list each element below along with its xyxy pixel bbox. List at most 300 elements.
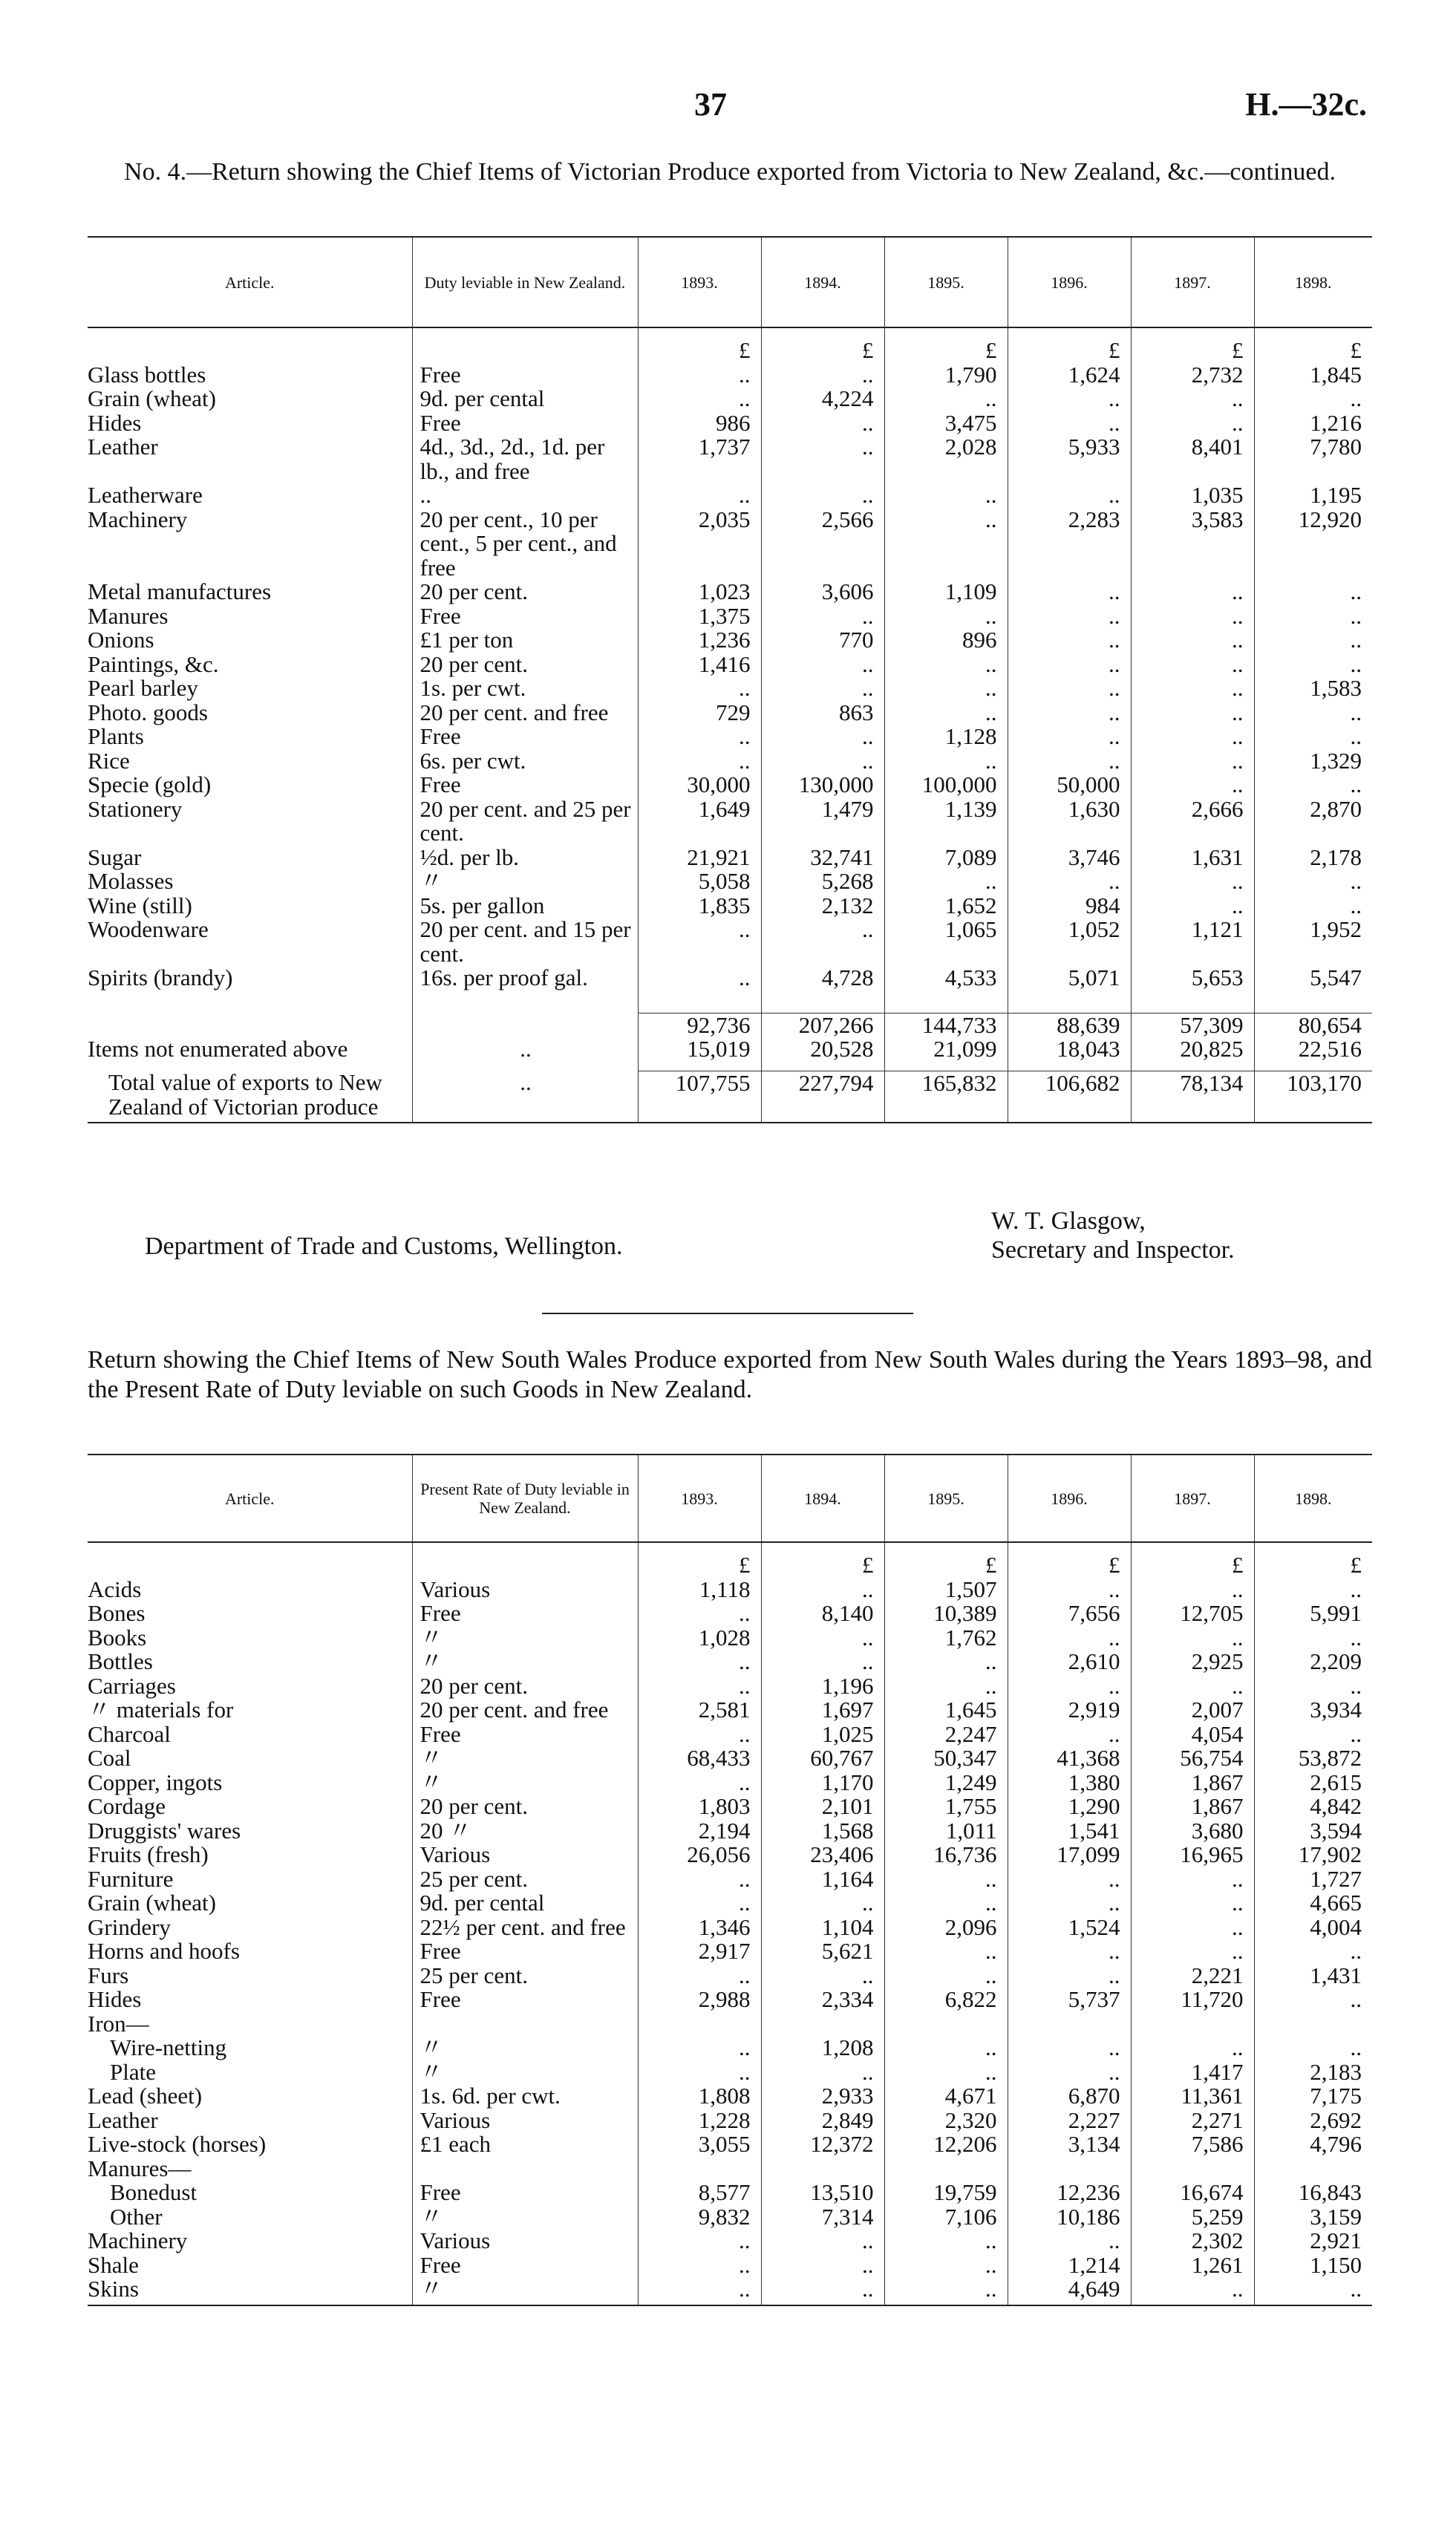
table-row: [88, 483, 1372, 508]
duty-cell: 20 per cent. and free: [412, 701, 638, 725]
value-cell: [1254, 2157, 1372, 2181]
duty-cell: 〃: [412, 2277, 638, 2305]
value-cell: ..: [638, 2277, 761, 2305]
value-cell: 2,581: [638, 1698, 761, 1723]
value-cell: 1,755: [884, 1795, 1008, 1819]
value-cell: [884, 2012, 1008, 2037]
value-cell: ..: [1131, 749, 1254, 774]
value-cell: 1,631: [1131, 846, 1254, 870]
table-row: [88, 1819, 1372, 1844]
article-cell: Glass bottles: [88, 361, 206, 388]
value-cell: ..: [761, 1891, 884, 1916]
value-cell: ..: [1131, 725, 1254, 749]
value-cell: ..: [638, 1867, 761, 1892]
currency-row: [88, 327, 1372, 363]
value-cell: 2,615: [1254, 1771, 1372, 1795]
signatory-title: Secretary and Inspector.: [991, 1236, 1235, 1264]
duty-cell: 〃: [412, 869, 638, 894]
value-cell: 1,121: [1131, 918, 1254, 966]
table-row: [88, 1674, 1372, 1699]
value-cell: 1,118: [638, 1578, 761, 1602]
article-cell: Bottles: [88, 1648, 153, 1674]
value-cell: ..: [1008, 604, 1131, 629]
value-cell: 13,510: [761, 2181, 884, 2205]
value-cell: ..: [638, 387, 761, 411]
table-row: [88, 435, 1372, 483]
table-row: [88, 1939, 1372, 1964]
column-header: 1898.: [1254, 1455, 1372, 1542]
value-cell: ..: [761, 363, 884, 388]
value-cell: ..: [884, 2060, 1008, 2085]
value-cell: 1,249: [884, 1771, 1008, 1795]
value-cell: 10,389: [884, 1602, 1008, 1626]
article-cell: Sugar: [88, 843, 142, 870]
value-cell: 1,216: [1254, 411, 1372, 436]
value-cell: 2,849: [761, 2109, 884, 2133]
subtotal-cell: 207,266: [761, 1013, 884, 1037]
value-cell: 3,159: [1254, 2205, 1372, 2230]
article-cell: Acids: [88, 1576, 142, 1602]
value-cell: 4,054: [1131, 1723, 1254, 1747]
table-row: [88, 2132, 1372, 2157]
value-cell: ..: [761, 676, 884, 701]
value-cell: ..: [884, 869, 1008, 894]
article-cell: Furniture: [88, 1865, 174, 1892]
table-row: [88, 966, 1372, 990]
value-cell: 100,000: [884, 773, 1008, 797]
value-cell: 3,594: [1254, 1819, 1372, 1844]
currency-symbol: £: [884, 1542, 1008, 1578]
spacer-cell: [88, 327, 412, 363]
currency-symbol: £: [638, 327, 761, 363]
table-row: [88, 1746, 1372, 1771]
table-row: [88, 2157, 1372, 2181]
value-cell: ..: [1131, 653, 1254, 677]
value-cell: ..: [884, 2277, 1008, 2305]
signatory-name: W. T. Glasgow,: [991, 1207, 1146, 1235]
value-cell: 4,649: [1008, 2277, 1131, 2305]
value-cell: 4,665: [1254, 1891, 1372, 1916]
value-cell: ..: [1008, 2229, 1131, 2253]
value-cell: ..: [638, 1650, 761, 1674]
value-cell: 1,128: [884, 725, 1008, 749]
value-cell: 1,524: [1008, 1916, 1131, 1940]
article-cell: Machinery: [88, 2227, 188, 2253]
duty-cell: Free: [412, 1602, 638, 1626]
value-cell: 5,933: [1008, 435, 1131, 483]
duty-cell: 20 per cent., 10 per cent., 5 per cent., and free: [412, 508, 638, 581]
spacer-cell: [412, 990, 638, 1013]
value-cell: 7,780: [1254, 435, 1372, 483]
article-cell: 〃 materials for: [88, 1697, 234, 1723]
value-cell: 1,236: [638, 628, 761, 653]
value-cell: 1,808: [638, 2084, 761, 2109]
duty-cell: £1 each: [412, 2132, 638, 2157]
value-cell: ..: [1254, 604, 1372, 629]
table2-title: Return showing the Chief Items of New South Wales Produce exported from New South Wales during the Years 1893–98, and the Present Rate of Duty leviable on such Goods in New Zealand.: [88, 1346, 1372, 1403]
value-cell: 11,361: [1131, 2084, 1254, 2109]
value-cell: ..: [761, 1964, 884, 1988]
value-cell: ..: [884, 1964, 1008, 1988]
value-cell: ..: [638, 676, 761, 701]
value-cell: 1,630: [1008, 797, 1131, 846]
table-row: [88, 1795, 1372, 1819]
value-cell: ..: [761, 2060, 884, 2085]
value-cell: 1,417: [1131, 2060, 1254, 2085]
table-row: [88, 387, 1372, 411]
value-cell: 2,919: [1008, 1698, 1131, 1723]
article-cell: Items not enumerated above: [88, 1036, 348, 1062]
duty-cell: 25 per cent.: [412, 1964, 638, 1988]
value-cell: ..: [638, 2229, 761, 2253]
value-cell: 16,674: [1131, 2181, 1254, 2205]
duty-cell: Free: [412, 1723, 638, 1747]
value-cell: 1,507: [884, 1578, 1008, 1602]
article-cell: Molasses: [88, 868, 174, 894]
value-cell: ..: [1131, 1916, 1254, 1940]
value-cell: ..: [638, 2253, 761, 2278]
duty-cell: Free: [412, 725, 638, 749]
document-reference: H.—32c.: [1245, 86, 1367, 123]
table-row: [88, 1698, 1372, 1723]
article-cell: Skins: [88, 2277, 412, 2305]
value-cell: 12,920: [1254, 508, 1372, 581]
duty-cell: 〃: [412, 2205, 638, 2230]
article-cell: Paintings, &c.: [88, 650, 219, 677]
spacer-cell: [884, 990, 1008, 1013]
value-cell: 4,728: [761, 966, 884, 990]
article-cell: Druggists' wares: [88, 1817, 241, 1844]
value-cell: 3,134: [1008, 2132, 1131, 2157]
value-cell: 4,842: [1254, 1795, 1372, 1819]
total-cell: 78,134: [1131, 1071, 1254, 1123]
column-header: 1893.: [638, 1455, 761, 1542]
table-row: [88, 701, 1372, 725]
article-cell: Woodenware: [88, 916, 209, 942]
victoria-exports-table: [88, 236, 1372, 1123]
value-cell: 5,058: [638, 869, 761, 894]
value-cell: 2,302: [1131, 2229, 1254, 2253]
article-cell: Leather: [88, 2106, 158, 2133]
value-cell: ..: [1131, 387, 1254, 411]
value-cell: 2,921: [1254, 2229, 1372, 2253]
value-cell: ..: [1131, 2036, 1254, 2060]
table-row: [88, 1916, 1372, 1940]
value-cell: 2,610: [1008, 1650, 1131, 1674]
value-cell: 20,825: [1131, 1037, 1254, 1062]
table-row: [88, 2229, 1372, 2253]
value-cell: 1,023: [638, 580, 761, 604]
value-cell: [638, 2157, 761, 2181]
value-cell: 1,835: [638, 894, 761, 918]
table-row: [88, 894, 1372, 918]
table-row: [88, 2181, 1372, 2205]
article-cell: Lead (sheet): [88, 2083, 203, 2109]
value-cell: 1,479: [761, 797, 884, 846]
table-row: [88, 749, 1372, 774]
value-cell: 50,000: [1008, 773, 1131, 797]
value-cell: 8,401: [1131, 435, 1254, 483]
table-row: [88, 1578, 1372, 1602]
article-cell: Plants: [88, 723, 144, 749]
table-row: [88, 411, 1372, 436]
table-row: [88, 2036, 1372, 2060]
value-cell: 7,656: [1008, 1602, 1131, 1626]
page-number: 37: [694, 86, 727, 123]
article-cell: Leatherware: [88, 482, 203, 508]
value-cell: 2,221: [1131, 1964, 1254, 1988]
table-row: [88, 846, 1372, 870]
value-cell: ..: [884, 2253, 1008, 2278]
value-cell: 3,606: [761, 580, 884, 604]
table-row: [88, 676, 1372, 701]
article-cell: Iron—: [88, 2010, 149, 2037]
value-cell: ..: [1008, 869, 1131, 894]
duty-cell: 20 per cent. and free: [412, 1698, 638, 1723]
value-cell: 3,055: [638, 2132, 761, 2157]
value-cell: 1,150: [1254, 2253, 1372, 2278]
value-cell: 5,621: [761, 1939, 884, 1964]
value-cell: 8,577: [638, 2181, 761, 2205]
value-cell: 56,754: [1131, 1746, 1254, 1771]
value-cell: 9,832: [638, 2205, 761, 2230]
value-cell: ..: [884, 483, 1008, 508]
value-cell: 7,586: [1131, 2132, 1254, 2157]
total-row: [88, 1071, 1372, 1123]
value-cell: 16,736: [884, 1843, 1008, 1867]
value-cell: 1,011: [884, 1819, 1008, 1844]
value-cell: 21,921: [638, 846, 761, 870]
value-cell: [884, 2157, 1008, 2181]
value-cell: 1,380: [1008, 1771, 1131, 1795]
value-cell: ..: [1131, 628, 1254, 653]
value-cell: ..: [761, 1650, 884, 1674]
value-cell: ..: [638, 725, 761, 749]
spacer-cell: [88, 1013, 412, 1037]
value-cell: ..: [1131, 1626, 1254, 1651]
value-cell: 1,228: [638, 2109, 761, 2133]
value-cell: 1,139: [884, 797, 1008, 846]
table1-title: No. 4.—Return showing the Chief Items of Victorian Produce exported from Victoria to New Zealand, &c.—continued.: [124, 158, 1336, 186]
currency-symbol: £: [1008, 327, 1131, 363]
table-row: [88, 725, 1372, 749]
value-cell: 1,762: [884, 1626, 1008, 1651]
value-cell: ..: [1131, 411, 1254, 436]
value-cell: ..: [1008, 628, 1131, 653]
value-cell: 23,406: [761, 1843, 884, 1867]
value-cell: ..: [1254, 1723, 1372, 1747]
value-cell: 5,737: [1008, 1988, 1131, 2012]
article-cell: Cordage: [88, 1793, 166, 1819]
value-cell: 1,867: [1131, 1795, 1254, 1819]
article-cell: Plate: [110, 2058, 156, 2085]
total-cell: 227,794: [761, 1071, 884, 1123]
article-cell: Hides: [88, 1986, 142, 2012]
value-cell: 863: [761, 701, 884, 725]
value-cell: ..: [1131, 894, 1254, 918]
value-cell: ..: [1008, 1964, 1131, 1988]
duty-cell: 20 per cent.: [412, 1674, 638, 1699]
value-cell: 1,065: [884, 918, 1008, 966]
table-row: [88, 1771, 1372, 1795]
value-cell: ..: [1008, 1674, 1131, 1699]
value-cell: ..: [1254, 1939, 1372, 1964]
value-cell: ..: [1131, 604, 1254, 629]
value-cell: 4,004: [1254, 1916, 1372, 1940]
article-cell: Coal: [88, 1745, 131, 1771]
duty-cell: £1 per ton: [412, 628, 638, 653]
subtotal-cell: 57,309: [1131, 1013, 1254, 1037]
value-cell: ..: [1131, 1578, 1254, 1602]
spacer-cell: [761, 990, 884, 1013]
value-cell: 2,933: [761, 2084, 884, 2109]
value-cell: 1,624: [1008, 363, 1131, 388]
article-cell: Fruits (fresh): [88, 1841, 209, 1867]
duty-cell: Various: [412, 2229, 638, 2253]
article-cell: Other: [110, 2203, 163, 2230]
value-cell: 4,224: [761, 387, 884, 411]
value-cell: ..: [761, 483, 884, 508]
value-cell: ..: [761, 2277, 884, 2305]
value-cell: 5,653: [1131, 966, 1254, 990]
value-cell: ..: [638, 966, 761, 990]
duty-cell: Free: [412, 2181, 638, 2205]
value-cell: 1,652: [884, 894, 1008, 918]
article-cell: Copper, ingots: [88, 1769, 223, 1795]
spacer-cell: [412, 1013, 638, 1037]
article-cell: Spirits (brandy): [88, 964, 233, 990]
value-cell: 5,547: [1254, 966, 1372, 990]
value-cell: 2,732: [1131, 363, 1254, 388]
article-cell: Wire-netting: [110, 2034, 227, 2060]
total-cell: 106,682: [1008, 1071, 1131, 1123]
duty-cell: 25 per cent.: [412, 1867, 638, 1892]
value-cell: 2,227: [1008, 2109, 1131, 2133]
table-row: [88, 1964, 1372, 1988]
currency-row: [88, 1542, 1372, 1578]
duty-cell: 6s. per cwt.: [412, 749, 638, 774]
value-cell: ..: [1254, 628, 1372, 653]
article-cell: Books: [88, 1624, 147, 1651]
duty-cell: 20 per cent.: [412, 580, 638, 604]
value-cell: 15,019: [638, 1037, 761, 1062]
value-cell: ..: [1008, 580, 1131, 604]
value-cell: 8,140: [761, 1602, 884, 1626]
value-cell: ..: [884, 676, 1008, 701]
nsw-exports-table: [88, 1454, 1372, 2306]
value-cell: ..: [884, 1867, 1008, 1892]
value-cell: ..: [1131, 1674, 1254, 1699]
value-cell: 984: [1008, 894, 1131, 918]
value-cell: ..: [1131, 1891, 1254, 1916]
value-cell: 5,991: [1254, 1602, 1372, 1626]
value-cell: [761, 2157, 884, 2181]
article-cell: Metal manufactures: [88, 578, 272, 604]
column-header: 1894.: [761, 1455, 884, 1542]
value-cell: 68,433: [638, 1746, 761, 1771]
value-cell: ..: [1254, 2277, 1372, 2305]
duty-cell: 20 per cent.: [412, 1795, 638, 1819]
duty-cell: Free: [412, 1988, 638, 2012]
value-cell: ..: [1131, 676, 1254, 701]
table-row: [88, 2060, 1372, 2085]
duty-cell: Various: [412, 1843, 638, 1867]
value-cell: ..: [761, 1578, 884, 1602]
article-cell: Grain (wheat): [88, 385, 216, 411]
currency-symbol: £: [884, 327, 1008, 363]
value-cell: ..: [761, 653, 884, 677]
table-row: [88, 2109, 1372, 2133]
value-cell: ..: [884, 1650, 1008, 1674]
value-cell: 12,236: [1008, 2181, 1131, 2205]
value-cell: ..: [1254, 894, 1372, 918]
column-header: 1896.: [1008, 1455, 1131, 1542]
column-header: 1898.: [1254, 237, 1372, 327]
value-cell: 1,649: [638, 797, 761, 846]
article-cell: Specie (gold): [88, 771, 212, 797]
column-header: Article.: [88, 237, 412, 327]
currency-symbol: £: [1254, 1542, 1372, 1578]
value-cell: 2,283: [1008, 508, 1131, 581]
value-cell: 1,867: [1131, 1771, 1254, 1795]
value-cell: ..: [1008, 1939, 1131, 1964]
value-cell: 1,541: [1008, 1819, 1131, 1844]
subtotal-cell: 92,736: [638, 1013, 761, 1037]
value-cell: 20,528: [761, 1037, 884, 1062]
value-cell: ..: [1254, 701, 1372, 725]
duty-cell: 20 〃: [412, 1819, 638, 1844]
value-cell: 7,314: [761, 2205, 884, 2230]
value-cell: ..: [884, 508, 1008, 581]
value-cell: ..: [1254, 725, 1372, 749]
spacer-cell: [412, 1542, 638, 1578]
article-cell: Manures: [88, 602, 169, 629]
value-cell: 1,697: [761, 1698, 884, 1723]
value-cell: 16,965: [1131, 1843, 1254, 1867]
value-cell: ..: [638, 1674, 761, 1699]
column-header: 1895.: [884, 237, 1008, 327]
total-cell: 103,170: [1254, 1071, 1372, 1123]
currency-symbol: £: [1131, 1542, 1254, 1578]
value-cell: 3,746: [1008, 846, 1131, 870]
value-cell: 3,934: [1254, 1698, 1372, 1723]
table-row: [88, 628, 1372, 653]
duty-cell: Free: [412, 411, 638, 436]
table-row: [88, 2253, 1372, 2278]
duty-cell: Free: [412, 604, 638, 629]
value-cell: ..: [1254, 1578, 1372, 1602]
value-cell: ..: [1131, 1867, 1254, 1892]
value-cell: 1,052: [1008, 918, 1131, 966]
table-row: [88, 1602, 1372, 1626]
value-cell: [1131, 2157, 1254, 2181]
duty-cell: Free: [412, 363, 638, 388]
spacer-row: [88, 990, 1372, 1013]
value-cell: ..: [638, 363, 761, 388]
value-cell: ..: [1008, 1626, 1131, 1651]
value-cell: 2,870: [1254, 797, 1372, 846]
value-cell: 1,329: [1254, 749, 1372, 774]
value-cell: 2,334: [761, 1988, 884, 2012]
value-cell: 1,208: [761, 2036, 884, 2060]
value-cell: 4,671: [884, 2084, 1008, 2109]
value-cell: ..: [638, 2060, 761, 2085]
value-cell: 1,025: [761, 1723, 884, 1747]
value-cell: 2,096: [884, 1916, 1008, 1940]
value-cell: ..: [1008, 387, 1131, 411]
not-enumerated-row: [88, 1037, 1372, 1062]
column-header: 1895.: [884, 1455, 1008, 1542]
